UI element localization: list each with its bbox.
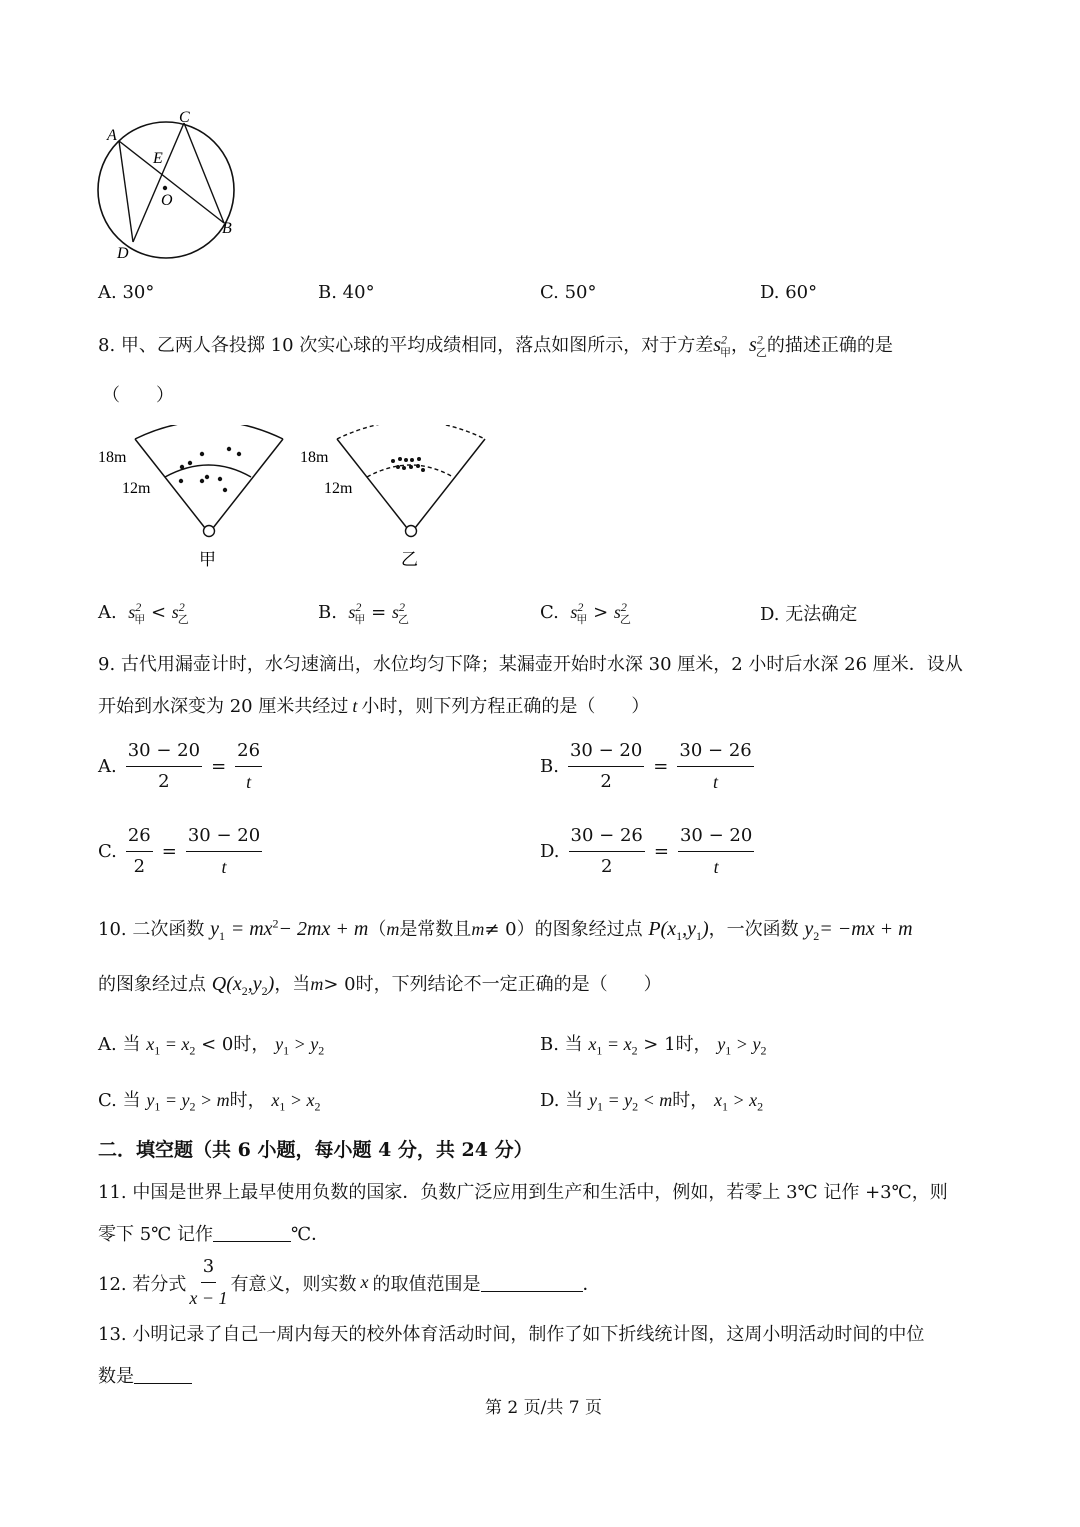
q13-line2: 数是 xyxy=(98,1362,192,1388)
page-footer: 第 2 页/共 7 页 xyxy=(485,1398,602,1418)
q12-line: 12. 若分式 $\frac{3}{x - 1}$ 有意义，则实数 x 的取值范围是 ． xyxy=(98,1256,601,1308)
label-e: E xyxy=(153,150,163,167)
q13-answer-blank[interactable] xyxy=(134,1365,192,1384)
q8-option-c[interactable]: C. $s^2_甲 > s^2_乙$ xyxy=(540,600,631,626)
fig-jia-18m: 18m xyxy=(98,449,127,466)
q9-line2: 开始到水深变为 20 厘米共经过 t 小时，则下列方程正确的是（ ） xyxy=(98,696,650,717)
sector-figure-jia xyxy=(95,425,295,575)
circle-o xyxy=(98,122,234,258)
sector-figure-yi xyxy=(297,425,497,575)
q9-option-c[interactable]: C. $\frac{26}{2}$ = $\frac{30 - 20}{t}$ xyxy=(98,825,261,877)
q10-option-b[interactable]: B. 当 $x_1 = x_2 > 1$时， $y_1 > y_2$ xyxy=(540,1034,767,1058)
q11-line1: 11. 中国是世界上最早使用负数的国家．负数广泛应用到生产和生活中，例如，若零上 3℃ 记作 +3℃，则 xyxy=(98,1182,948,1203)
section-heading: 二．填空题（共 6 小题，每小题 4 分，共 24 分） xyxy=(98,1139,533,1161)
fig-yi-18m: 18m xyxy=(300,449,329,466)
fig-jia-12m: 12m xyxy=(122,480,151,497)
q7-option-d[interactable]: D. 60° xyxy=(760,282,818,303)
q11-answer-blank[interactable] xyxy=(213,1223,291,1242)
label-a: A xyxy=(107,127,117,144)
q9-line1: 9. 古代用漏壶计时，水匀速滴出，水位均匀下降；某漏壶开始时水深 30 厘米，2 小时后水深 26 厘米．设从 xyxy=(98,654,963,675)
label-b: B xyxy=(222,220,232,237)
fig-yi-12m: 12m xyxy=(324,480,353,497)
q8-option-d[interactable]: D. 无法确定 xyxy=(760,604,858,625)
chord-cd xyxy=(133,123,184,242)
q10-option-d[interactable]: D. 当 $y_1 = y_2 < m$时， $x_1 > x_2$ xyxy=(540,1090,764,1114)
q10-line2: 的图象经过点 $Q(x_2,y_2)$，当m> 0时，下列结论不一定正确的是（ ） xyxy=(98,973,662,998)
q8-stem: 8. 甲、乙两人各投掷 10 次实心球的平均成绩相同，落点如图所示，对于方差$s^2_甲$，$s^2_乙$的描述正确的是 xyxy=(98,332,893,359)
q9-option-a[interactable]: A. $\frac{30 - 20}{2}$ = $\frac{26}{t}$ xyxy=(98,740,261,792)
label-o: O xyxy=(161,192,173,209)
q8-paren: （ ） xyxy=(102,385,174,406)
q7-option-a[interactable]: A. 30° xyxy=(98,282,155,303)
fig-yi-label: 乙 xyxy=(401,550,418,569)
q9-option-b[interactable]: B. $\frac{30 - 20}{2}$ = $\frac{30 - 26}{t}$ xyxy=(540,740,752,792)
label-c: C xyxy=(179,109,190,126)
q8-option-a[interactable]: A. $s^2_甲 < s^2_乙$ xyxy=(98,600,189,626)
q7-option-b[interactable]: B. 40° xyxy=(318,282,375,303)
q12-answer-blank[interactable] xyxy=(481,1273,583,1292)
q13-line1: 13. 小明记录了自己一周内每天的校外体育活动时间，制作了如下折线统计图，这周小明活动时间的中位 xyxy=(98,1324,925,1345)
q10-option-a[interactable]: A. 当 $x_1 = x_2 < 0$时， $y_1 > y_2$ xyxy=(98,1034,325,1058)
circle-figure xyxy=(90,105,250,265)
center-dot xyxy=(163,186,167,190)
q11-line2: 零下 5℃ 记作 ℃． xyxy=(98,1224,330,1245)
q10-option-c[interactable]: C. 当 $y_1 = y_2 > m$时， $x_1 > x_2$ xyxy=(98,1090,321,1114)
fig-jia-label: 甲 xyxy=(199,550,216,569)
q9-option-d[interactable]: D. $\frac{30 - 26}{2}$ = $\frac{30 - 20}{t}$ xyxy=(540,825,753,877)
q10-line1: 10. 二次函数 $y_1 = mx^2- 2mx + m(m$是常数且m≠ 0）的图象经过点 $P(x_1,y_1)$，一次函数 $y_2= -mx + m$ xyxy=(98,916,913,943)
q7-option-c[interactable]: C. 50° xyxy=(540,282,597,303)
chord-ad xyxy=(119,141,133,242)
label-d: D xyxy=(117,245,129,262)
q8-option-b[interactable]: B. $s^2_甲 = s^2_乙$ xyxy=(318,600,409,626)
